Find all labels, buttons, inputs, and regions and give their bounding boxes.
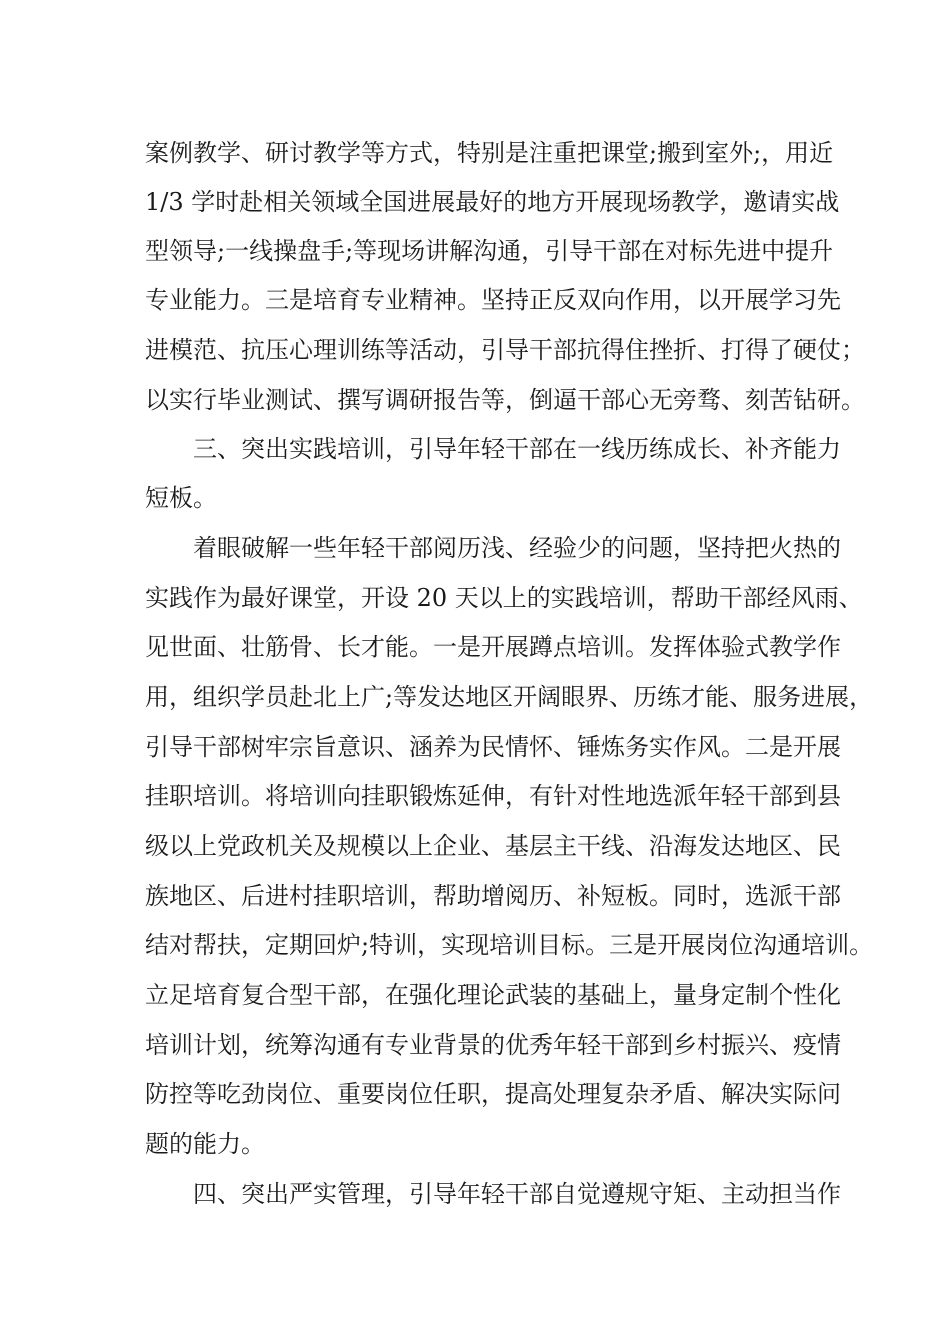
section-heading-3: 三、突出实践培训，引导年轻干部在一线历练成长、补齐能力 xyxy=(193,435,841,463)
text-line: 型领导;一线操盘手;等现场讲解沟通，引导干部在对标先进中提升 xyxy=(145,237,834,265)
text-line: 专业能力。三是培育专业精神。坚持正反双向作用，以开展学习先 xyxy=(145,286,841,314)
text-line: 结对帮扶，定期回炉;特训，实现培训目标。三是开展岗位沟通培训。 xyxy=(145,931,874,959)
text-line: 用，组织学员赴北上广;等发达地区开阔眼界、历练才能、服务进展， xyxy=(145,683,874,711)
text-line: 案例教学、研讨教学等方式，特别是注重把课堂;搬到室外;，用近 xyxy=(145,139,834,167)
text-line: 培训计划，统筹沟通有专业背景的优秀年轻干部到乡村振兴、疫情 xyxy=(145,1031,841,1059)
text-line: 1/3 学时赴相关领域全国进展最好的地方开展现场教学，邀请实战 xyxy=(145,188,840,216)
text-line: 族地区、后进村挂职培训，帮助增阅历、补短板。同时，选派干部 xyxy=(145,882,841,910)
text-line: 着眼破解一些年轻干部阅历浅、经验少的问题，坚持把火热的 xyxy=(193,534,841,562)
text-line: 见世面、壮筋骨、长才能。一是开展蹲点培训。发挥体验式教学作 xyxy=(145,633,841,661)
text-line: 级以上党政机关及规模以上企业、基层主干线、沿海发达地区、民 xyxy=(145,832,841,860)
text-line: 立足培育复合型干部，在强化理论武装的基础上，量身定制个性化 xyxy=(145,981,841,1009)
text-line: 进模范、抗压心理训练等活动，引导干部抗得住挫折、打得了硬仗； xyxy=(145,336,865,364)
section-heading-3-cont: 短板。 xyxy=(145,484,217,512)
section-heading-4: 四、突出严实管理，引导年轻干部自觉遵规守矩、主动担当作 xyxy=(193,1180,841,1208)
text-line: 实践作为最好课堂，开设 20 天以上的实践培训，帮助干部经风雨、 xyxy=(145,584,863,612)
text-line: 防控等吃劲岗位、重要岗位任职，提高处理复杂矛盾、解决实际问 xyxy=(145,1080,841,1108)
text-line: 挂职培训。将培训向挂职锻炼延伸，有针对性地选派年轻干部到县 xyxy=(145,782,841,810)
text-line: 题的能力。 xyxy=(145,1130,265,1158)
text-line: 引导干部树牢宗旨意识、涵养为民情怀、锤炼务实作风。二是开展 xyxy=(145,733,841,761)
text-line: 以实行毕业测试、撰写调研报告等，倒逼干部心无旁骛、刻苦钻研。 xyxy=(145,386,865,414)
